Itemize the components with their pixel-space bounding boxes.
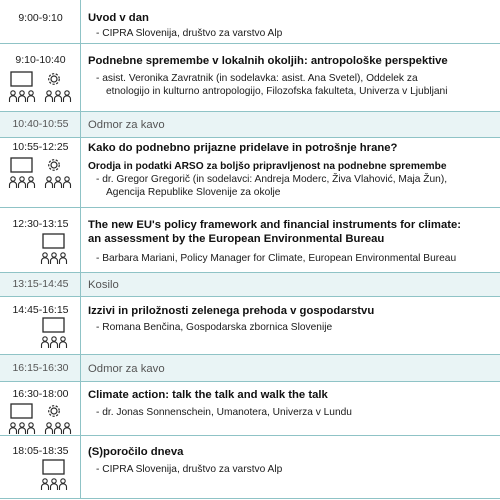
session-title: Uvod v dan [88, 12, 149, 24]
break-time: 13:15-14:45 [12, 278, 69, 290]
break-time: 10:40-10:55 [12, 118, 69, 130]
session-title: The new EU's policy framework and financial instruments for climate: [88, 219, 462, 231]
break-row [0, 111, 500, 137]
session-time: 18:05-18:35 [12, 445, 69, 457]
session-title: Climate action: talk the talk and walk the talk [88, 389, 328, 401]
group-icon [44, 89, 74, 107]
session-speaker-cont: etnologijo in kulturno antropologijo, Filozofska fakulteta, Univerza v Ljubljani [106, 86, 448, 97]
audience-icon [8, 175, 38, 193]
session-time: 14:45-16:15 [12, 304, 69, 316]
session-row [0, 207, 500, 272]
session-speaker: - Romana Benčina, Gospodarska zbornica Slovenije [96, 322, 333, 333]
session-row [0, 435, 500, 499]
audience-icon [40, 251, 70, 269]
break-row [0, 272, 500, 296]
break-time: 16:15-16:30 [12, 362, 69, 374]
audience-icon [40, 335, 70, 353]
session-title: (S)poročilo dneva [88, 446, 184, 458]
session-speaker: - asist. Veronika Zavratnik (in sodelavka: asist. Ana Svetel), Oddelek za [96, 73, 418, 84]
audience-icon [40, 477, 70, 495]
session-speaker-cont: Agencija Republike Slovenije za okolje [106, 187, 281, 198]
break-row [0, 354, 500, 381]
break-title: Kosilo [88, 279, 119, 291]
format-icons [0, 317, 81, 355]
format-icons [0, 157, 81, 195]
session-title-cont: an assessment by the European Environmental Bureau [88, 233, 385, 245]
session-speaker: - CIPRA Slovenija, društvo za varstvo Alp [96, 28, 283, 39]
presentation-icon [10, 403, 40, 421]
session-speaker: - dr. Gregor Gregorič (in sodelavci: Andreja Moderc, Živa Vlahović, Maja Žun), [96, 174, 448, 185]
session-speaker: - dr. Jonas Sonnenschein, Umanotera, Univerza v Lundu [96, 407, 352, 418]
presentation-icon [10, 157, 40, 175]
session-row [0, 296, 500, 354]
session-speaker: - CIPRA Slovenija, društvo za varstvo Alp [96, 464, 283, 475]
session-title: Podnebne spremembe v lokalnih okoljih: antropološke perspektive [88, 55, 448, 67]
audience-icon [8, 89, 38, 107]
session-row [0, 0, 500, 43]
group-icon [44, 175, 74, 193]
break-title: Odmor za kavo [88, 363, 165, 375]
break-title: Odmor za kavo [88, 119, 165, 131]
presentation-icon [42, 317, 72, 335]
session-speaker: - Barbara Mariani, Policy Manager for Climate, European Environmental Bureau [96, 253, 457, 264]
format-icons [0, 459, 81, 497]
presentation-icon [42, 233, 72, 251]
session-row [0, 43, 500, 111]
workshop-gear-icon [46, 403, 76, 421]
session-time: 9:00-9:10 [18, 12, 63, 24]
session-title: Izzivi in priložnosti zelenega prehoda v gospodarstvu [88, 305, 375, 317]
format-icons [0, 71, 81, 109]
session-time: 9:10-10:40 [15, 54, 66, 66]
presentation-icon [42, 459, 72, 477]
session-title: Kako do podnebno prijazne pridelave in potrošnje hrane? [88, 142, 398, 154]
session-time: 16:30-18:00 [12, 388, 69, 400]
session-time: 10:55-12:25 [12, 141, 69, 153]
session-time: 12:30-13:15 [12, 218, 69, 230]
workshop-gear-icon [46, 71, 76, 89]
presentation-icon [10, 71, 40, 89]
workshop-gear-icon [46, 157, 76, 175]
session-row [0, 137, 500, 207]
session-row [0, 381, 500, 435]
session-subtitle: Orodja in podatki ARSO za boljšo pripravljenost na podnebne spremembe [88, 161, 447, 172]
format-icons [0, 233, 81, 271]
